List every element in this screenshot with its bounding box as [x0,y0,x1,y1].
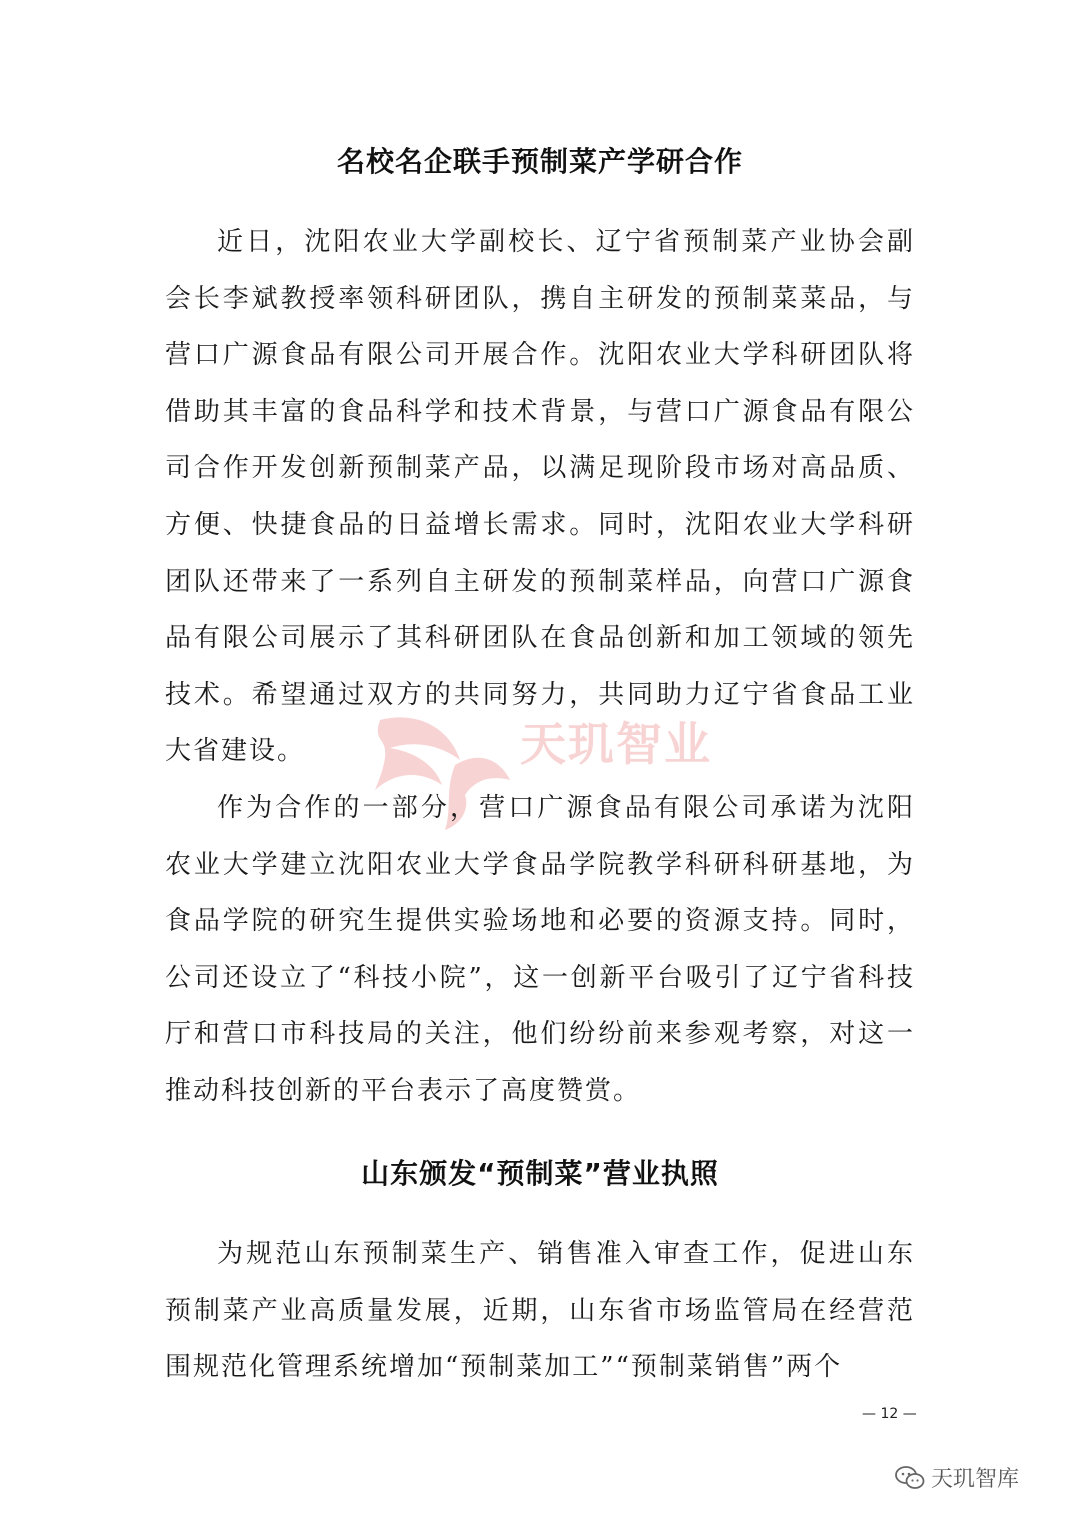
article-title-1: 名校名企联手预制菜产学研合作 [336,145,743,178]
article-paragraph-2: 作为合作的一部分，营口广源食品有限公司承诺为沈阳农业大学建立沈阳农业大学食品学院教学科研科研基地，为食品学院的研究生提供实验场地和必要的资源支持。同时，公司还设立了“科技小院”，这一创新平台吸引了辽宁省科技厅和营口市科技局的关注，他们纷纷前来参观考察，对这一推动科技创新的平台表示了高度赞赏。 [165,793,915,1106]
footer-brand [895,1462,1019,1493]
article-title-2: 山东颁发“预制菜”营业执照 [361,1157,719,1190]
watermark-text: 天玑智业 [520,717,712,771]
wechat-icon [895,1465,925,1491]
page-number: — 12 — [862,1406,917,1422]
article-paragraph-1: 近日，沈阳农业大学副校长、辽宁省预制菜产业协会副会长李斌教授率领科研团队，携自主研发的预制菜菜品，与营口广源食品有限公司开展合作。沈阳农业大学科研团队将借助其丰富的食品科学和技术背景，与营口广源食品有限公司合作开发创新预制菜产品，以满足现阶段市场对高品质、方便、快捷食品的日益增长需求。同时，沈阳农业大学科研团队还带来了一系列自主研发的预制菜样品，向营口广源食品有限公司展示了其科研团队在食品创新和加工领域的领先技术。希望通过双方的共同努力，共同助力辽宁省食品工业大省建设。 [165,227,915,767]
article-paragraph-3: 为规范山东预制菜生产、销售准入审查工作，促进山东预制菜产业高质量发展，近期，山东省市场监管局在经营范围规范化管理系统增加“预制菜加工”“预制菜销售”两个 [165,1239,915,1383]
footer-brand-name: 天玑智库 [931,1467,1020,1492]
